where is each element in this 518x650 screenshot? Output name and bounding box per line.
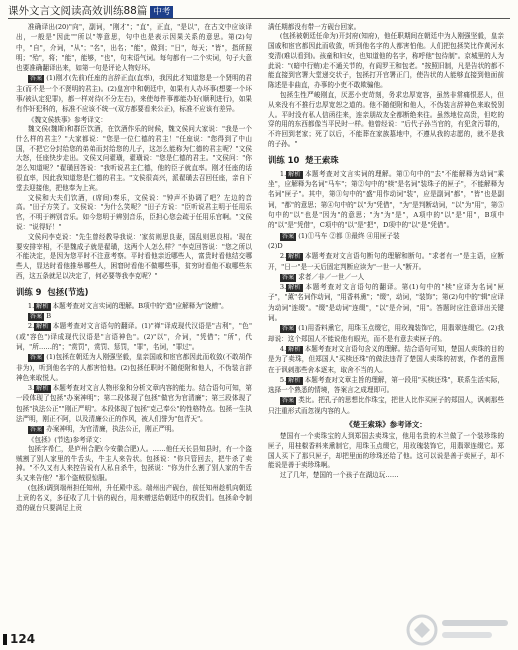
answer-text: B xyxy=(46,312,52,321)
right-column: 满任期都没有带一方砚台回家。 (包拯被朝廷任命为)开封府(知府)，他任职期间在朝廷中为人刚强坚毅，皇亲国戚和宦官都因此而收敛，听到他名字的人都害怕他。人们把包拯笑比作黄河水变清(难以看到)。孩童和妇女，也知道他的名字，称呼他"包待制"。京城里的人为此说："(暗中行贿)走不通关节的，有阎罗王和包老。"按照旧制，凡是告状的都不能直接到官署大堂递交状子，包拯打开官署正门，使告状的人能够直接到他面前陈述是非曲直，办事的小吏不敢欺骗他。 包拯生性严峻刚直，厌恶小吏苛刻，务求忠厚宽容，虽然非常痛恨恶人，但从来没有不推行忠厚宽恕之道的。他不随便附和他人，不伪装言辞神色来取悦别人。平时没有私人信函往来，连亲朋故友全都断绝来往。虽然地位高贵，但吃的穿的用的东西都像当平民时一样。他曾经说："后代子孙当官的，有犯贪污罪的，不许回到老家；死了以后，不能葬在家族墓地中，不遵从我的志愿的，就不是我的子孙。" 训练 10 楚王索珠 1. 解析 本题考查对文言实词的理解。第①句中的"去"不能解释为动词"乘坐"，应解释为名词"马车"；第②句中的"椟"是名词"装珠子的匣子"，不能解释为名词"匣子"。其中，第③句中的"盛"用作动词"装"，应是副词"都"，"皆"也是副词，"都"的意思；第④句中的"以"为"凭借"，"为"是判断动词，"以"为"用"，第⑤句中的"以"也是"因为"的意思；"为"为"是"，A项中的"以"是"用"，B项中的"以"是"凭借"，C项中的"以"是"把"，D项中的"以"是"凭借"。 答案 (1)①马车 ②都 ③最终 ④用匣子装 (2)D 2. 解析 本题考查对文言语句断句的理解和断句。"求者有一"是主语，应断开，"日一"是一天后固定判断应读为"一世一人"断开。 答案 求者／非／一世／一人 3. 解析 本题考查对文言语句的翻译。第(1)句中的"椟"应译为名词"匣子"，"薰"名词作动词，"用香料熏"；"缀"，动词，"装饰"；第(2)句中的"辑"应译为动词"连缀"。"缀"是动词"连缀"，"以"是介词，"用"。答题时应注意译出关键词。 答案 (1)用香料熏它，用珠玉点缀它，用玫瑰装饰它，用翡翠连缀它。(2)我却说：这个郑国人不能说他有眼光，而不是有意去卖匣子的。 4. 解析 本题考查对文言语句含义的理解。结合语句可知，楚国人卖珠的目的是为了卖珠，但郑国人"买椟还珠"的做法违背了楚国人卖珠的初衷，作者的意图在于讽刺那些舍本逐末，取舍不当的人。 5. 解析 本题考查对文章主旨的理解，第一段用"买椟还珠"，联系生活实际，选择一个熟悉的情境，答案言之成理即可。 答案 类比。把孔子的思想比作珠宝，把世人比作买匣子的郑国人，讽刺那些只注重形式而忽视内容的人。 《楚王索珠》参考译文： 楚国有一个卖珠宝的人到郑国去卖珠宝，他用名贵的木兰做了一个装珍珠的匣子，用桂椒香料来熏制它，用珠玉点缀它，用玫瑰装饰它，用翡翠连缀它。郑国人买下了那只匣子，却把里面的珍珠还给了他。这可以说是善于卖匣子，却不能说是善于卖珍珠啊。 过了几年，楚国的一个孩子在湖边玩…… xyxy=(268,23,504,480)
reference-body: 文侯问李克说："先生曾经教导我说：'家贫则思良妻，国乱则思良相。'现在要安排宰相，不是魏成子就是翟璜，这两个人怎么样？"李克回答说："您之所以不能决定，是因为您平时不注意考察。平时看他亲近哪些人，富贵时看他结交哪些人，显达时看他推举哪些人，困窘时看他不做哪些事，贫穷时看他不取哪些东西，这五条就足以决定了，何必要等我李克呢？" xyxy=(16,232,252,280)
analysis-text: 本题考查对文言语句的翻译。(1)"禅"译成现代汉语是"吉利"，"色"(或"容色")译成现代汉语是"言语神色"。(2)"以"，介词，"凭借"；"所"，代词，"所……的"；"赏罚"，赏罚、惩罚，"罪"，名词，"罪过"。 xyxy=(16,322,252,351)
section-heading-9 xyxy=(16,286,252,298)
analysis-label: 解析 xyxy=(36,302,49,310)
section-heading-10 xyxy=(268,154,504,166)
page-number: 124 xyxy=(10,632,36,646)
answer-label: 答案 xyxy=(281,325,295,333)
answer-text: (1)包拯在朝廷为人刚强坚毅，皇亲国戚和宦官都因此而收敛(不敢胡作非为)，听到他名字的人都害怕他。(2)包拯任职时不随便附和他人，不伪装言辞神色来取悦人。 xyxy=(16,353,252,382)
paragraph: (包拯被朝廷任命为)开封府(知府)，他任职期间在朝廷中为人刚强坚毅，皇亲国戚和宦官都因此而收敛，听到他名字的人都害怕他。人们把包拯笑比作黄河水变清(难以看到)。孩童和妇女，也知道他的名字，称呼他"包待制"。京城里的人为此说："(暗中行贿)走不通关节的，有阎罗王和包老。"按照旧制，凡是告状的都不能直接到官署大堂递交状子，包拯打开官署正门，使告状的人能够直接到他面前陈述是非曲直，办事的小吏不敢欺骗他。 xyxy=(268,32,504,90)
answer-text: 类比。把孔子的思想比作珠宝，把世人比作买匣子的郑国人，讽刺那些只注重形式而忽视内容的人。 xyxy=(268,396,504,415)
answer-text: 办案神明，为官清廉，执法公正，刚正严明。 xyxy=(46,425,179,434)
analysis-label: 解析 xyxy=(288,376,301,384)
analysis-label: 解析 xyxy=(288,284,301,292)
reference-body: 魏文侯(魏斯)和群臣饮酒，在饮酒作乐的时候，魏文侯问大家说："我是一个什么样的君主？"大家都说："您是一位仁德的君主！"任座说："您得到了中山国，不把它分封给您的弟弟而封给您的儿子，这怎么能称为仁德的君主呢？"文侯大怒，任座快步走出。文侯又问翟璜，翟璜说："您是仁德的君主。"文侯问："你怎么知道呢？"翟璜回答说："我听说君主仁德，他的臣子就直率。刚才任座的话很直率，因此我知道您是仁德的君主。"文侯很高兴，派翟璜去召回任座，亲自下堂去迎接他，把他奉为上宾。 xyxy=(16,124,252,192)
section-title: 楚王索珠 xyxy=(305,154,339,165)
section-number: 训练 10 xyxy=(268,154,300,165)
page-marker xyxy=(3,634,7,645)
analysis-label: 解析 xyxy=(36,385,49,393)
analysis-label: 解析 xyxy=(288,253,301,261)
reference-body: 包拯字希仁，是庐州合肥(今安徽合肥)人。……他任天长县知县时，有一个盗贼割了别人家里的牛舌头，牛主人来告状。包拯说："你只管回去，把牛杀了卖掉。"不久又有人来控告说有人私自杀牛，包拯说："你为什么割了别人家的牛舌头又来告他？"那个盗贼很惊服。 xyxy=(16,444,252,483)
answer-text: (1)刚才(先前)任座的言辞正直(直率)，我因此才知道您是一个贤明的君主(而不是一个不贤明的君主)。(2)皇宫中和朝廷中，如果有人办坏事(想要一个坏事/被认定犯罪)，都一样对待(不分左右)，来使每件事都能办好(顺利进行)，如果有作奸犯科的，标准不应该不统一(双方都要看来公正)，标准不应该有差异。 xyxy=(16,74,252,114)
reference-body: (包拯)调到端州担任知州，升任殿中丞。端州出产砚台，前任知州趁机向朝廷上贡的名义，多征收了几十倍的砚台，用来赠送给朝廷中的权贵们。包拯命令制造的砚台只要满足上贡 xyxy=(16,484,252,512)
book-title: 课外文言文阅读高效训练88篇 xyxy=(8,5,148,17)
reference-title: 《包拯》(节选)参考译文： xyxy=(27,435,106,444)
answer-label: 答案 xyxy=(281,232,295,240)
answer-text: (2)D xyxy=(268,241,283,250)
analysis-text: 本题考查对文言实词的理解。第①句中的"去"不能解释为动词"乘坐"，应解释为名词"马车"；第②句中的"椟"是名词"装珠子的匣子"，不能解释为名词"匣子"。其中，第③句中的"盛"用作动词"装"，应是副词"都"，"皆"也是副词，"都"的意思；第④句中的"以"为"凭借"，"为"是判断动词，"以"为"用"，第⑤句中的"以"也是"因为"的意思；"为"为"是"，A项中的"以"是"用"，B项中的"以"是"凭借"，C项中的"以"是"把"，D项中的"以"是"凭借"。 xyxy=(268,169,504,230)
reference-title: 《楚王索珠》参考译文： xyxy=(345,419,427,429)
reference-body: 文侯和大夫们饮酒，(席间)奏乐，文侯说："钟声不协调了吧？左边的音高。"田子方笑了。文侯说："为什么笑呢？"田子方说："臣听说君主明于任用乐官，不明于辨别音乐。如今您明于辨别音乐，臣担心您会疏于任用乐官啊。"文侯说："说得好！" xyxy=(16,193,252,231)
answer-text: (1)用香料熏它，用珠玉点缀它，用玫瑰装饰它，用翡翠连缀它。(2)我却说：这个郑国人不能说他有眼光，而不是有意去卖匣子的。 xyxy=(268,324,504,343)
analysis-text: 本题考查对文言语句断句的理解和断句。"求者有一"是主语，应断开，"日一"是一天后固定判断应读为"一世一人"断开。 xyxy=(268,252,504,271)
analysis-text: 本题考查对文言语句的翻译。第(1)句中的"椟"应译为名词"匣子"，"薰"名词作动词，"用香料熏"；"缀"，动词，"装饰"；第(2)句中的"辑"应译为动词"连缀"。"缀"是动词"连缀"，"以"是介词，"用"。答题时应注意译出关键词。 xyxy=(268,283,504,323)
answer-label: 答案 xyxy=(29,75,43,83)
analysis-text: 本题考查对文言实词的理解。B项中的"造"应解释为"饶赠"。 xyxy=(52,301,228,310)
section-number: 训练 9 xyxy=(16,286,42,297)
analysis-label: 解析 xyxy=(288,345,301,353)
answer-label: 答案 xyxy=(281,273,295,281)
paragraph: 满任期都没有带一方砚台回家。 xyxy=(268,23,361,31)
answer-text: 求者／非／一世／一人 xyxy=(298,272,365,281)
paragraph: 包拯生性严峻刚直，厌恶小吏苛刻，务求忠厚宽容，虽然非常痛恨恶人，但从来没有不推行忠厚宽恕之道的。他不随便附和他人，不伪装言辞神色来取悦别人。平时没有私人信函往来，连亲朋故友全都断绝来往。虽然地位高贵，但吃的穿的用的东西都像当平民时一样。他曾经说："后代子孙当官的，有犯贪污罪的，不许回到老家；死了以后，不能葬在家族墓地中，不遵从我的志愿的，就不是我的子孙。" xyxy=(268,91,504,149)
analysis-label: 解析 xyxy=(36,323,49,331)
level-badge: 中考 xyxy=(150,6,173,18)
paragraph: 准确译出(20)"向"，副词，"刚才"；"直"，正直，"是以"，在古文中应该译出，一般是"因此""所以"等意思，句中也是表示因果关系的意思。第(2)句中，"自"，介词，"从"；"名"，出名；"能"，做到；"日"，每天；"皆"，指所照明；"殆"，将；"能"，能够，"也"，句末语气词。每句都有一二个实词，句子大意也要准确翻译出来，如第一句是评论人物好坏。 xyxy=(16,23,252,73)
analysis-text: 本题考查对文章主旨的理解，第一段用"买椟还珠"，联系生活实际，选择一个熟悉的情境，答案言之成理即可。 xyxy=(268,375,504,395)
reference-body: 楚国有一个卖珠宝的人到郑国去卖珠宝，他用名贵的木兰做了一个装珍珠的匣子，用桂椒香料来熏制它，用珠玉点缀它，用玫瑰装饰它，用翡翠连缀它。郑国人买下了那只匣子，却把里面的珍珠还给了他。这可以说是善于卖匣子，却不能说是善于卖珍珠啊。 xyxy=(268,431,504,470)
reference-body: 过了几年，楚国的一个孩子在湖边玩…… xyxy=(279,471,399,480)
answer-label: 答案 xyxy=(29,426,43,434)
section-title: 包拯(节选) xyxy=(47,286,89,297)
answer-text: (1)①马车 ②都 ③最终 ④用匣子装 xyxy=(298,231,400,240)
page-header xyxy=(8,4,510,19)
analysis-text: 本题考查对文言人物形象和分析文章内容的能力。结合语句可知，第一段体现了包拯"办案神明"；第二段体现了包拯"做官为官清廉"；第三段体现了包拯"执法公正""刚正严明"。本段体现了包拯"克己奉公"的性格特点。包拯一生执法严明，刚正不阿，以及清廉公正的作风，被人们誉为"包青天"。 xyxy=(16,384,252,423)
reference-title: 《魏文侯轶事》参考译文： xyxy=(27,115,107,124)
answer-label: 答案 xyxy=(29,313,43,321)
analysis-text: 本题考查对文言语句含义的理解。结合语句可知，楚国人卖珠的目的是为了卖珠，但郑国人"买椟还珠"的做法违背了楚国人卖珠的初衷，作者的意图在于讽刺那些舍本逐末，取舍不当的人。 xyxy=(268,344,504,374)
answer-label: 答案 xyxy=(281,397,295,405)
left-column: 准确译出(20)"向"，副词，"刚才"；"直"，正直，"是以"，在古文中应该译出，一般是"因此""所以"等意思，句中也是表示因果关系的意思。第(2)句中，"自"，介词，"从"；"名"，出名；"能"，做到；"日"，每天；"皆"，指所照明；"殆"，将；"能"，能够，"也"，句末语气词。每句都有一二个实词，句子大意也要准确翻译出来，如第一句是评论人物好坏。 答案 (1)刚才(先前)任座的言辞正直(直率)，我因此才知道您是一个贤明的君主(而不是一个不贤明的君主)。(2)皇宫中和朝廷中，如果有人办坏事(想要一个坏事/被认定犯罪)，都一样对待(不分左右)，来使每件事都能办好(顺利进行)，如果有作奸犯科的，标准不应该不统一(双方都要看来公正)，标准不应该有差异。 《魏文侯轶事》参考译文： 魏文侯(魏斯)和群臣饮酒，在饮酒作乐的时候，魏文侯问大家说："我是一个什么样的君主？"大家都说："您是一位仁德的君主！"任座说："您得到了中山国，不把它分封给您的弟弟而封给您的儿子，这怎么能称为仁德的君主呢？"文侯大怒，任座快步走出。文侯又问翟璜，翟璜说："您是仁德的君主。"文侯问："你怎么知道呢？"翟璜回答说："我听说君主仁德，他的臣子就直率。刚才任座的话很直率，因此我知道您是仁德的君主。"文侯很高兴，派翟璜去召回任座，亲自下堂去迎接他，把他奉为上宾。 文侯和大夫们饮酒，(席间)奏乐，文侯说："钟声不协调了吧？左边的音高。"田子方笑了。文侯说："为什么笑呢？"田子方说："臣听说君主明于任用乐官，不明于辨别音乐。如今您明于辨别音乐，臣担心您会疏于任用乐官啊。"文侯说："说得好！" 文侯问李克说："先生曾经教导我说：'家贫则思良妻，国乱则思良相。'现在要安排宰相，不是魏成子就是翟璜，这两个人怎么样？"李克回答说："您之所以不能决定，是因为您平时不注意考察。平时看他亲近哪些人，富贵时看他结交哪些人，显达时看他推举哪些人，困窘时看他不做哪些事，贫穷时看他不取哪些东西，这五条就足以决定了，何必要等我李克呢？" 训练 9 包拯(节选) 1. 解析 本题考查对文言实词的理解。B项中的"造"应解释为"饶赠"。 答案 B 2. 解析 本题考查对文言语句的翻译。(1)"禅"译成现代汉语是"吉利"，"色"(或"容色")译成现代汉语是"言语神色"。(2)"以"，介词，"凭借"；"所"，代词，"所……的"；"赏罚"，赏罚、惩罚，"罪"，名词，"罪过"。 答案 (1)包拯在朝廷为人刚强坚毅，皇亲国戚和宦官都因此而收敛(不敢胡作非为)，听到他名字的人都害怕他。(2)包拯任职时不随便附和他人，不伪装言辞神色来取悦人。 3. 解析 本题考查对文言人物形象和分析文章内容的能力。结合语句可知，第一段体现了包拯"办案神明"；第二段体现了包拯"做官为官清廉"；第三段体现了包拯"执法公正""刚正严明"。本段体现了包拯"克己奉公"的性格特点。包拯一生执法严明，刚正不阿，以及清廉公正的作风，被人们誉为"包青天"。 答案 办案神明，为官清廉，执法公正，刚正严明。 《包拯》(节选)参考译文： 包拯字希仁，是庐州合肥(今安徽合肥)人。……他任天长县知县时，有一个盗贼割了别人家里的牛舌头，牛主人来告状。包拯说："你只管回去，把牛杀了卖掉。"不久又有人来控告说有人私自杀牛，包拯说："你为什么割了别人家的牛舌头又来告他？"那个盗贼很惊服。 (包拯)调到端州担任知州，升任殿中丞。端州出产砚台，前任知州趁机向朝廷上贡的名义，多征收了几十倍的砚台，用来赠送给朝廷中的权贵们。包拯命令制造的砚台只要满足上贡 xyxy=(16,23,252,512)
answer-label: 答案 xyxy=(29,354,43,362)
watermark-logo-icon xyxy=(404,612,514,648)
analysis-label: 解析 xyxy=(288,170,301,178)
